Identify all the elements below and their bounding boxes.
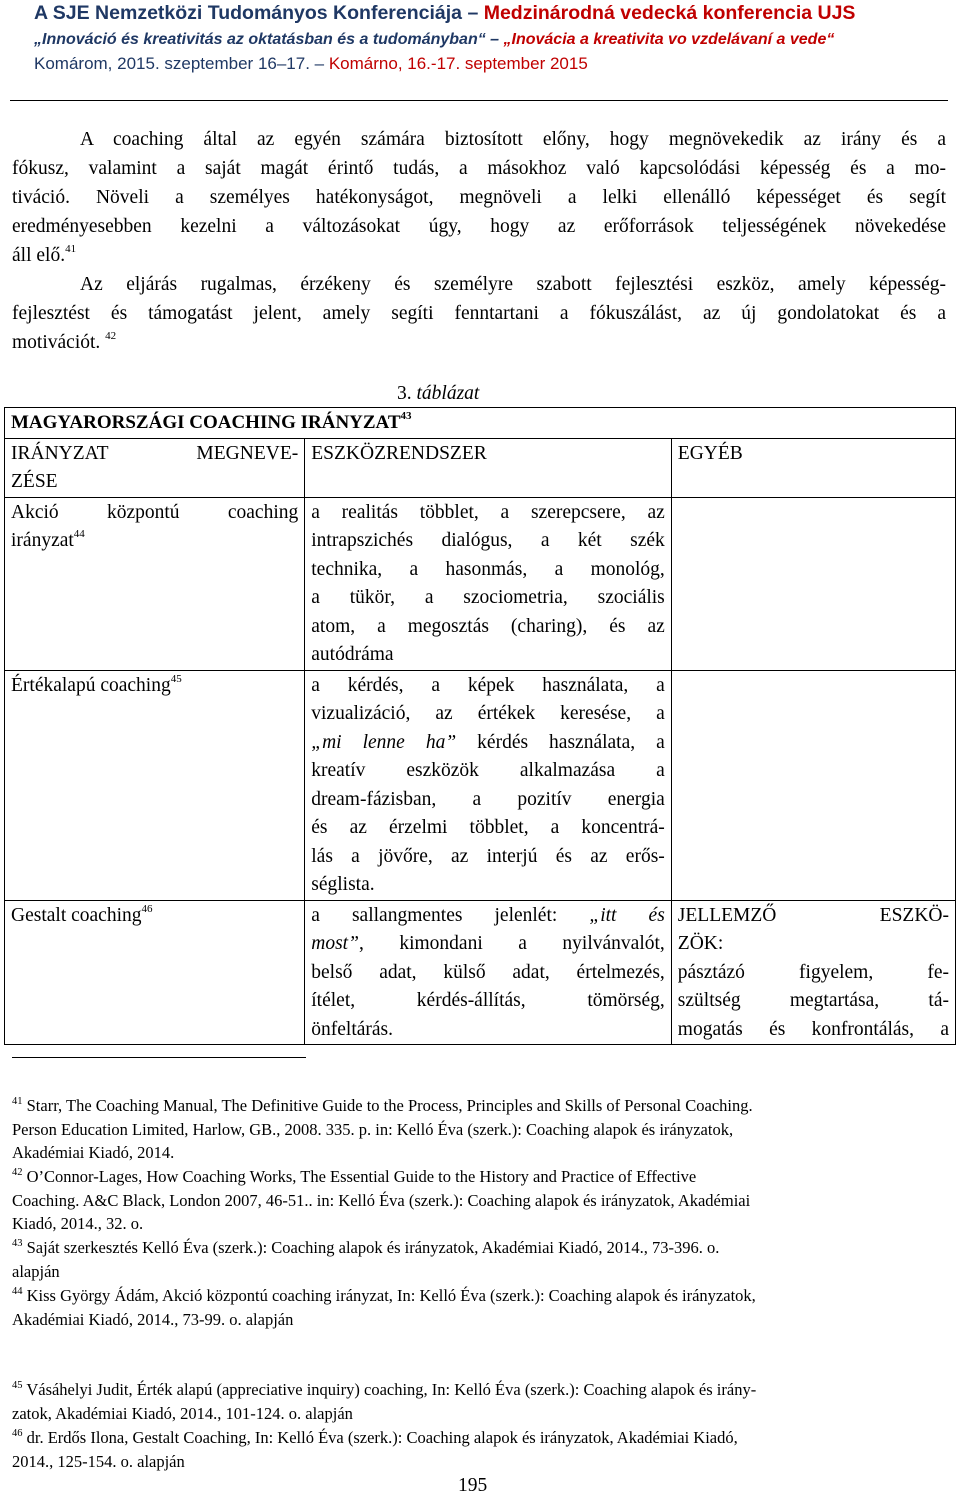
- tools-line: autódráma: [311, 644, 394, 665]
- header-place-date-sk: Komárno, 16.-17. september 2015: [328, 54, 588, 73]
- footnote-ref: 43: [400, 410, 412, 422]
- tools-line: a realitás többlet, a szerepcsere, az: [311, 501, 665, 523]
- other-line: ZÖK:: [677, 933, 724, 954]
- paragraph-line: tiváció. Növeli a személyes hatékonyságot, megnöveli a lelki ellenálló képességet és segít: [12, 187, 946, 208]
- table-row: [5, 900, 956, 1045]
- header-line-3: [34, 54, 588, 74]
- header-text: ESZKÖZRENDSZER: [311, 442, 487, 464]
- header-subtitle-hu: „Innováció és kreativitás az oktatásban és a tudományban“: [34, 31, 486, 48]
- row-name-line: [11, 527, 298, 556]
- tools-line: a tükör, a szociometria, szociális: [311, 587, 665, 608]
- tools-line: atom, a megosztás (charing), és az: [311, 615, 665, 637]
- row-other-cell: [671, 497, 955, 670]
- footnote-line: [12, 1094, 942, 1118]
- table-caption-number: 3.: [397, 383, 412, 404]
- tools-line: a sallangmentes jelenlét: „itt és: [311, 904, 665, 926]
- coaching-table: [4, 407, 956, 1045]
- tools-line: ítélet, kérdés-állítás, tömörség,: [311, 990, 665, 1011]
- table-caption-text: táblázat: [411, 383, 480, 404]
- row-other-cell: [671, 670, 955, 900]
- table-header-row: [5, 438, 956, 497]
- footnote-43: [12, 1236, 942, 1283]
- footnote-text: 2014., 125-154. o. alapján: [12, 1451, 185, 1471]
- paragraph-text: áll elő.: [12, 245, 66, 266]
- tools-line: most”, kimondani a nyilvánvalót,: [311, 933, 665, 954]
- header-line-1: [34, 2, 855, 25]
- footnote-number: 41: [12, 1096, 23, 1107]
- footnote-text: zatok, Akadémiai Kiadó, 2014., 101-124. o. alapján: [12, 1403, 353, 1423]
- header-text: EGYÉB: [677, 442, 743, 464]
- table-row: [5, 497, 956, 670]
- row-tools-cell: [305, 670, 672, 900]
- tools-line: intrapszichés dialógus, a két szék: [311, 530, 665, 551]
- footnote-text: Vásáhelyi Judit, Érték alapú (appreciative inquiry) coaching, In: Kelló Éva (szerk.): Coaching alapok és irány-: [26, 1380, 757, 1399]
- table-title-row: [5, 408, 956, 439]
- other-line: szültség megtartása, tá-: [677, 990, 949, 1011]
- page-number: 195: [458, 1475, 488, 1496]
- footnote-ref: 45: [170, 672, 182, 685]
- footnote-text: Saját szerkesztés Kelló Éva (szerk.): Coaching alapok és irányzatok, Akadémiai Kiadó, 2014., 73-396. o.: [26, 1238, 720, 1257]
- other-line: JELLEMZŐ ESZKÖ-: [677, 904, 949, 926]
- header-title-sk: Medzinárodná vedecká konferencia UJS: [483, 2, 856, 24]
- footnote-ref: 42: [105, 330, 117, 342]
- footnote-number: 45: [12, 1380, 23, 1391]
- table-caption: [397, 383, 479, 405]
- row-name-text: Gestalt coaching: [11, 904, 142, 926]
- tools-line: önfeltárás.: [311, 1018, 394, 1040]
- footnote-ref: 44: [73, 528, 85, 540]
- paragraph-1: [12, 125, 946, 270]
- footnote-line: [12, 1426, 942, 1450]
- tools-line: „mi lenne ha” kérdés használata, a: [311, 731, 665, 753]
- tools-line: séglista.: [311, 874, 375, 895]
- footnote-text: Coaching. A&C Black, London 2007, 46-51.. in: Kelló Éva (szerk.): Coaching alapok és irányzatok, Akadémiai: [12, 1190, 751, 1210]
- footnote-text: Kiadó, 2014., 32. o.: [12, 1214, 144, 1233]
- footnote-line: [12, 1378, 942, 1402]
- footnote-number: 44: [12, 1286, 23, 1297]
- quoted-phrase: most”: [311, 933, 359, 954]
- footnote-ref: 41: [65, 243, 77, 255]
- paragraph-line: [12, 328, 946, 357]
- footnote-text: Akadémiai Kiadó, 2014.: [12, 1143, 175, 1162]
- row-name-line: [11, 672, 298, 701]
- footnote-number: 46: [12, 1428, 23, 1439]
- tools-line: belső adat, külső adat, értelmezés,: [311, 961, 665, 983]
- paragraph-line: [12, 241, 946, 270]
- header-dash: –: [485, 31, 504, 48]
- footnote-text: alapján: [12, 1261, 60, 1281]
- footnote-number: 42: [12, 1167, 23, 1178]
- paragraph-line: eredményesebben kezelni a változásokat úgy, hogy az erőforrások teljességének növekedése: [12, 216, 946, 237]
- footnote-41: [12, 1094, 942, 1165]
- row-name-line: [11, 902, 298, 931]
- paragraph-2: [12, 270, 946, 357]
- footnote-text: Person Education Limited, Harlow, GB., 2008. 335. p. in: Kelló Éva (szerk.): Coaching alapok és irányzatok,: [12, 1119, 734, 1139]
- footnote-42: [12, 1165, 942, 1236]
- header-text: ZÉSE: [11, 471, 58, 492]
- footnote-separator: [12, 1057, 306, 1058]
- footnote-text: O’Connor-Lages, How Coaching Works, The Essential Guide to the History and Practice of Effective: [26, 1167, 697, 1186]
- tools-line: technika, a hasonmás, a monológ,: [311, 558, 665, 580]
- tools-line: vizualizáció, az értékek keresése, a: [311, 703, 665, 724]
- quoted-phrase: „mi lenne ha”: [311, 731, 457, 753]
- table-row: [5, 670, 956, 900]
- row-name-text: Értékalapú coaching: [11, 674, 171, 696]
- header-cell-name: [5, 438, 305, 497]
- row-name-cell: [5, 900, 305, 1045]
- other-line: mogatás és konfrontálás, a: [677, 1018, 949, 1040]
- row-name-text: irányzat: [11, 530, 74, 551]
- footnote-ref: 46: [141, 902, 153, 915]
- paragraph-line: fejlesztést és támogatást jelent, amely segíti fenntartani a fókuszálást, az új gondolatokat és a: [12, 303, 946, 324]
- tools-line: lás a jövőre, az interjú és az erős-: [311, 845, 665, 867]
- footnote-text: Kiss György Ádám, Akció központú coaching irányzat, In: Kelló Éva (szerk.): Coaching alapok és irányzatok,: [26, 1286, 756, 1305]
- paragraph-line: A coaching által az egyén számára biztosított előny, hogy megnövekedik az irány és a: [80, 129, 946, 150]
- header-cell-other: [671, 438, 955, 497]
- header-subtitle-sk: „Inovácia a kreativita vo vzdelávaní a vede“: [503, 31, 835, 48]
- footnote-44: [12, 1284, 942, 1331]
- footnote-text: dr. Erdős Ilona, Gestalt Coaching, In: Kelló Éva (szerk.): Coaching alapok és irányzatok, Akadémiai Kiadó,: [26, 1428, 738, 1447]
- table-title: [5, 408, 956, 439]
- footnote-text: Akadémiai Kiadó, 2014., 73-99. o. alapján: [12, 1309, 294, 1329]
- footnote-46: [12, 1426, 942, 1473]
- table-title-text: MAGYARORSZÁGI COACHING IRÁNYZAT: [11, 412, 401, 433]
- tools-line: dream-fázisban, a pozitív energia: [311, 788, 665, 810]
- footnote-text: Starr, The Coaching Manual, The Definitive Guide to the Process, Principles and Skills of Personal Coaching.: [26, 1096, 753, 1115]
- footnote-line: [12, 1165, 942, 1189]
- header-dash: –: [462, 2, 484, 24]
- paragraph-line: fókusz, valamint a saját magát érintő tudás, a másokhoz való kapcsolódási képesség és a mo-: [12, 158, 946, 179]
- other-line: pásztázó figyelem, fe-: [677, 961, 949, 983]
- tools-line: kreatív eszközök alkalmazása a: [311, 760, 665, 781]
- row-other-cell: [671, 900, 955, 1045]
- header-dash: –: [309, 54, 329, 73]
- header-line-2: [34, 31, 834, 49]
- paragraph-line: Az eljárás rugalmas, érzékeny és személyre szabott fejlesztési eszköz, amely képesség-: [80, 274, 946, 295]
- row-tools-cell: [305, 900, 672, 1045]
- header-divider: [10, 100, 948, 101]
- paragraph-text: motivációt.: [12, 332, 101, 353]
- tools-line: és az érzelmi többlet, a koncentrá-: [311, 817, 665, 838]
- row-name-text: Akció központú coaching: [11, 501, 299, 523]
- header-text: IRÁNYZAT MEGNEVE-: [11, 442, 299, 464]
- footnote-45: [12, 1378, 942, 1425]
- header-title-hu: A SJE Nemzetközi Tudományos Konferenciája: [34, 2, 463, 24]
- tools-line: a kérdés, a képek használata, a: [311, 674, 665, 696]
- header-cell-tools: [305, 438, 672, 497]
- header-place-date-hu: Komárom, 2015. szeptember 16–17.: [34, 54, 310, 73]
- footnote-line: [12, 1284, 942, 1308]
- quoted-phrase: „itt és: [589, 904, 665, 926]
- footnote-number: 43: [12, 1238, 23, 1249]
- row-name-cell: [5, 497, 305, 670]
- row-tools-cell: [305, 497, 672, 670]
- row-name-cell: [5, 670, 305, 900]
- footnote-line: [12, 1236, 942, 1260]
